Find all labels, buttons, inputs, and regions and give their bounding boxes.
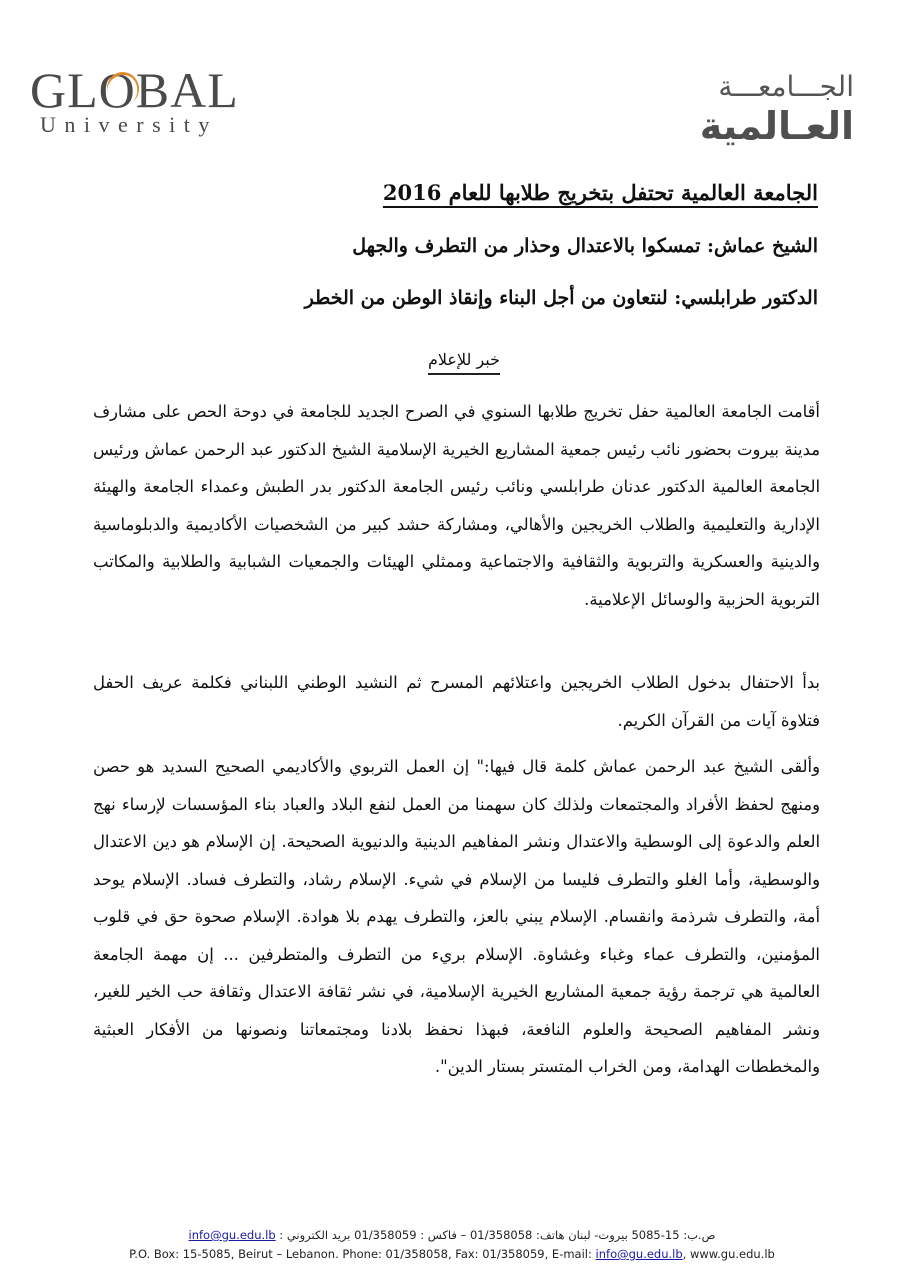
footer-english-address: P.O. Box: 15-5085, Beirut – Lebanon. Phone: 01/358058, Fax: 01/358059, E-mail: [129, 1247, 596, 1261]
press-release-label: خبر للإعلام [428, 350, 500, 375]
footer-english-line [0, 1245, 904, 1264]
footer [0, 1226, 904, 1264]
press-release-tag [0, 350, 904, 375]
logo-word-text: GLOBAL [30, 62, 239, 118]
paragraph-1 [93, 393, 820, 618]
global-university-logo [30, 62, 250, 138]
paragraph-text: بدأ الاحتفال بدخول الطلاب الخريجين واعتلائهم المسرح ثم النشيد الوطني اللبناني فكلمة عريف الحفل فتلاوة آيات من القرآن الكريم. [93, 673, 820, 730]
footer-separator: , [682, 1247, 690, 1261]
article-title: الجامعة العالمية تحتفل بتخريج طلابها للعام 2016 [382, 180, 818, 205]
arabic-logo [700, 70, 854, 148]
footer-arabic-line [0, 1226, 904, 1245]
footer-website[interactable]: www.gu.edu.lb [689, 1247, 775, 1261]
footer-arabic-email-link[interactable]: info@gu.edu.lb [188, 1228, 276, 1242]
arabic-logo-line1: الجـــامعـــة [718, 70, 854, 103]
paragraph-text: أقامت الجامعة العالمية حفل تخريج طلابها السنوي في الصرح الجديد للجامعة في دوحة الحص على مشارف مدينة بيروت بحضور نائب رئيس جمعية المشاريع الخيرية الإسلامية الشيخ الدكتور عبد الرحمن عماش ورئيس الجامعة العالمية الدكتور عدنان طرابلسي ونائب رئيس الجامعة الدكتور بدر الطبش وعمداء الجامعة والهيئة الإدارية والتعليمية والطلاب الخريجين والأهالي، ومشاركة حشد كبير من الشخصيات الأكاديمية والدبلوماسية والدينية والعسكرية والتربوية والثقافية والاجتماعية وممثلي الهيئات والجمعيات الشبابية والطلابية والمكاتب التربوية الحزبية والوسائل الإعلامية. [93, 402, 820, 609]
article-subtitle-1: الشيخ عماش: تمسكوا بالاعتدال وحذار من التطرف والجهل [352, 235, 818, 257]
paragraph-2 [93, 664, 820, 739]
logo-subtitle: University [40, 112, 218, 137]
footer-english-email-link[interactable]: info@gu.edu.lb [595, 1247, 683, 1261]
paragraph-3 [93, 748, 820, 1086]
footer-arabic-address: ص.ب: 15-5085 بيروت- لبنان هاتف: 01/358058 – فاكس : 01/358059 بريد الكتروني : [275, 1228, 716, 1242]
logo-word [30, 62, 250, 118]
article-subtitle-2: الدكتور طرابلسي: لنتعاون من أجل البناء وإنقاذ الوطن من الخطر [304, 287, 818, 309]
arabic-logo-line2: العـالمية [699, 104, 854, 148]
paragraph-text: وألقى الشيخ عبد الرحمن عماش كلمة قال فيها:" إن العمل التربوي والأكاديمي الصحيح السديد هو حصن ومنهج لحفظ الأفراد والمجتمعات ولذلك كان سهمنا من العمل لنفع البلاد والعباد بناء المؤسسات لإرساء نهج العلم والدعوة إلى الوسطية والاعتدال ونشر المفاهيم الدينية والدنيوية الصحيحة. إن الإسلام هو دين الاعتدال والوسطية، وأما الغلو والتطرف فليسا من الإسلام في شيء. الإسلام رشاد، والتطرف فساد. الإسلام يوحد أمة، والتطرف شرذمة وانقسام. الإسلام يبني بالعز، والتطرف يهدم بلا هوادة. الإسلام صحوة حق في قلوب المؤمنين، والتطرف عماء وغباء وغشاوة. الإسلام بريء من التطرف والمتطرفين ... إن مهمة الجامعة العالمية هي ترجمة رؤية جمعية المشاريع الخيرية الإسلامية، في نشر ثقافة الاعتدال وثقافة حب الخير للغير، ونشر المفاهيم الصحيحة والعلوم النافعة، فبهذا نحفظ بلادنا ومجتمعاتنا ونصونها من الأفكار العبثية والمخططات الهدامة، ومن الخراب المتستر بستار الدين". [93, 757, 820, 1076]
